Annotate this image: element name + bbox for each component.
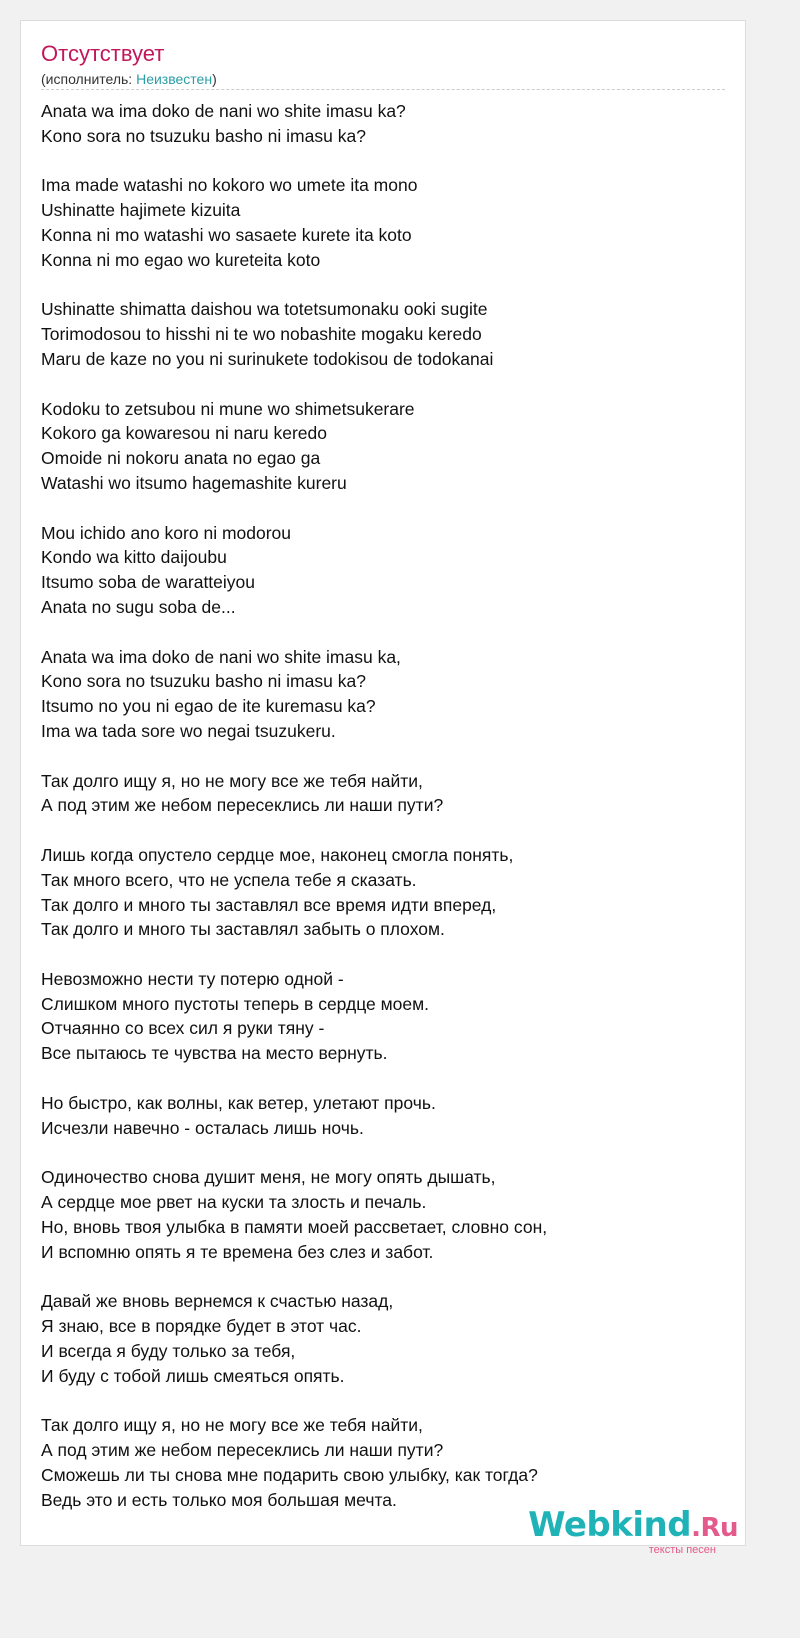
lyric-line: Так долго ищу я, но не могу все же тебя найти, [41, 770, 423, 791]
lyric-line: Я знаю, все в порядке будет в этот час. [41, 1316, 362, 1337]
lyrics-stanza [41, 1165, 547, 1264]
lyric-line: Все пытаюсь те чувства на место вернуть. [41, 1043, 388, 1064]
lyrics-stanza [41, 1413, 547, 1512]
lyric-line: Отчаянно со всех сил я руки тяну - [41, 1018, 325, 1039]
lyrics-stanza [41, 521, 547, 620]
lyrics-stanza [41, 1289, 547, 1388]
lyrics-stanza [41, 967, 547, 1066]
lyrics-text [41, 99, 547, 1537]
lyric-line: Mou ichido ano koro ni modorou [41, 522, 292, 543]
lyric-line: Anata wa ima doko de nani wo shite imasu ka? [41, 101, 406, 121]
lyric-line: Kondo wa kitto daijoubu [41, 547, 227, 568]
artist-link[interactable]: Неизвестен [136, 71, 213, 87]
artist-suffix: ) [212, 71, 217, 87]
lyrics-stanza [41, 297, 547, 371]
lyric-line: Ведь это и есть только моя большая мечта. [41, 1489, 397, 1510]
lyric-line: Но быстро, как волны, как ветер, улетают прочь. [41, 1092, 436, 1113]
lyric-line: Давай же вновь вернемся к счастью назад, [41, 1291, 394, 1312]
lyric-line: Слишком много пустоты теперь в сердце моем. [41, 993, 430, 1014]
lyric-line: Kokoro ga kowaresou ni naru keredo [41, 423, 328, 444]
lyric-line: И всегда я буду только за тебя, [41, 1340, 296, 1361]
lyric-line: Ushinatte hajimete kizuita [41, 200, 241, 221]
artist-line [41, 70, 217, 88]
lyric-line: И буду с тобой лишь смеяться опять. [41, 1365, 345, 1386]
lyrics-stanza [41, 843, 547, 942]
lyric-line: Лишь когда опустело сердце мое, наконец смогла понять, [41, 844, 514, 865]
lyric-line: Одиночество снова душит меня, не могу опять дышать, [41, 1167, 496, 1188]
lyric-line: Но, вновь твоя улыбка в памяти моей рассветает, словно сон, [41, 1216, 548, 1237]
lyric-line: А под этим же небом пересеклись ли наши пути? [41, 1440, 444, 1461]
lyrics-stanza [41, 769, 547, 819]
lyric-line: Kono sora no tsuzuku basho ni imasu ka? [41, 125, 366, 146]
lyrics-card [20, 20, 746, 1556]
lyrics-stanza [41, 1091, 547, 1141]
lyric-line: Так много всего, что не успела тебе я сказать. [41, 869, 417, 890]
lyrics-stanza [41, 397, 547, 496]
lyric-line: Сможешь ли ты снова мне подарить свою улыбку, как тогда? [41, 1464, 538, 1485]
lyric-line: Itsumo soba de waratteiyou [41, 572, 256, 593]
lyric-line: Anata wa ima doko de nani wo shite imasu ka, [41, 646, 401, 667]
lyric-line: Konna ni mo egao wo kureteita koto [41, 249, 321, 270]
lyric-line: Itsumo no you ni egao de ite kuremasu ka? [41, 696, 376, 717]
lyric-line: Torimodosou to hisshi ni te wo nobashite mogaku keredo [41, 324, 482, 345]
lyric-line: Konna ni mo watashi wo sasaete kurete ita koto [41, 224, 412, 245]
lyric-line: А сердце мое рвет на куски та злость и печаль. [41, 1192, 427, 1213]
webkind-logo [528, 1506, 738, 1556]
lyric-line: И вспомню опять я те времена без слез и забот. [41, 1241, 434, 1262]
song-title: Отсутствует [41, 41, 165, 66]
lyric-line: Ima wa tada sore wo negai tsuzukeru. [41, 720, 336, 741]
lyric-line: Omoide ni nokoru anata no egao ga [41, 448, 321, 469]
lyric-line: Kono sora no tsuzuku basho ni imasu ka? [41, 671, 366, 692]
lyric-line: Watashi wo itsumo hagemashite kureru [41, 472, 347, 493]
lyric-line: Так долго и много ты заставлял все время идти вперед, [41, 894, 497, 915]
lyric-line: Так долго и много ты заставлял забыть о плохом. [41, 919, 445, 940]
logo-brand: Webkind [528, 1505, 692, 1545]
lyric-line: Ima made watashi no kokoro wo umete ita mono [41, 175, 418, 196]
title-divider [41, 89, 725, 90]
lyric-line: Исчезли навечно - осталась лишь ночь. [41, 1117, 364, 1138]
logo-wordmark [528, 1506, 738, 1547]
lyric-line: Так долго ищу я, но не могу все же тебя найти, [41, 1415, 423, 1436]
lyric-line: А под этим же небом пересеклись ли наши пути? [41, 795, 444, 816]
lyric-line: Ushinatte shimatta daishou wa totetsumonaku ooki sugite [41, 299, 488, 320]
lyric-line: Maru de kaze no you ni surinukete todokisou de todokanai [41, 348, 494, 369]
lyric-line: Anata no sugu soba de... [41, 596, 236, 617]
artist-prefix: (исполнитель: [41, 71, 137, 87]
lyrics-stanza [41, 173, 547, 272]
lyrics-stanza [41, 99, 547, 149]
logo-tagline: тексты песен [648, 1544, 716, 1556]
logo-tld: .Ru [691, 1513, 738, 1543]
lyric-line: Kodoku to zetsubou ni mune wo shimetsukerare [41, 398, 415, 419]
lyrics-stanza [41, 645, 547, 744]
lyric-line: Невозможно нести ту потерю одной - [41, 968, 344, 989]
